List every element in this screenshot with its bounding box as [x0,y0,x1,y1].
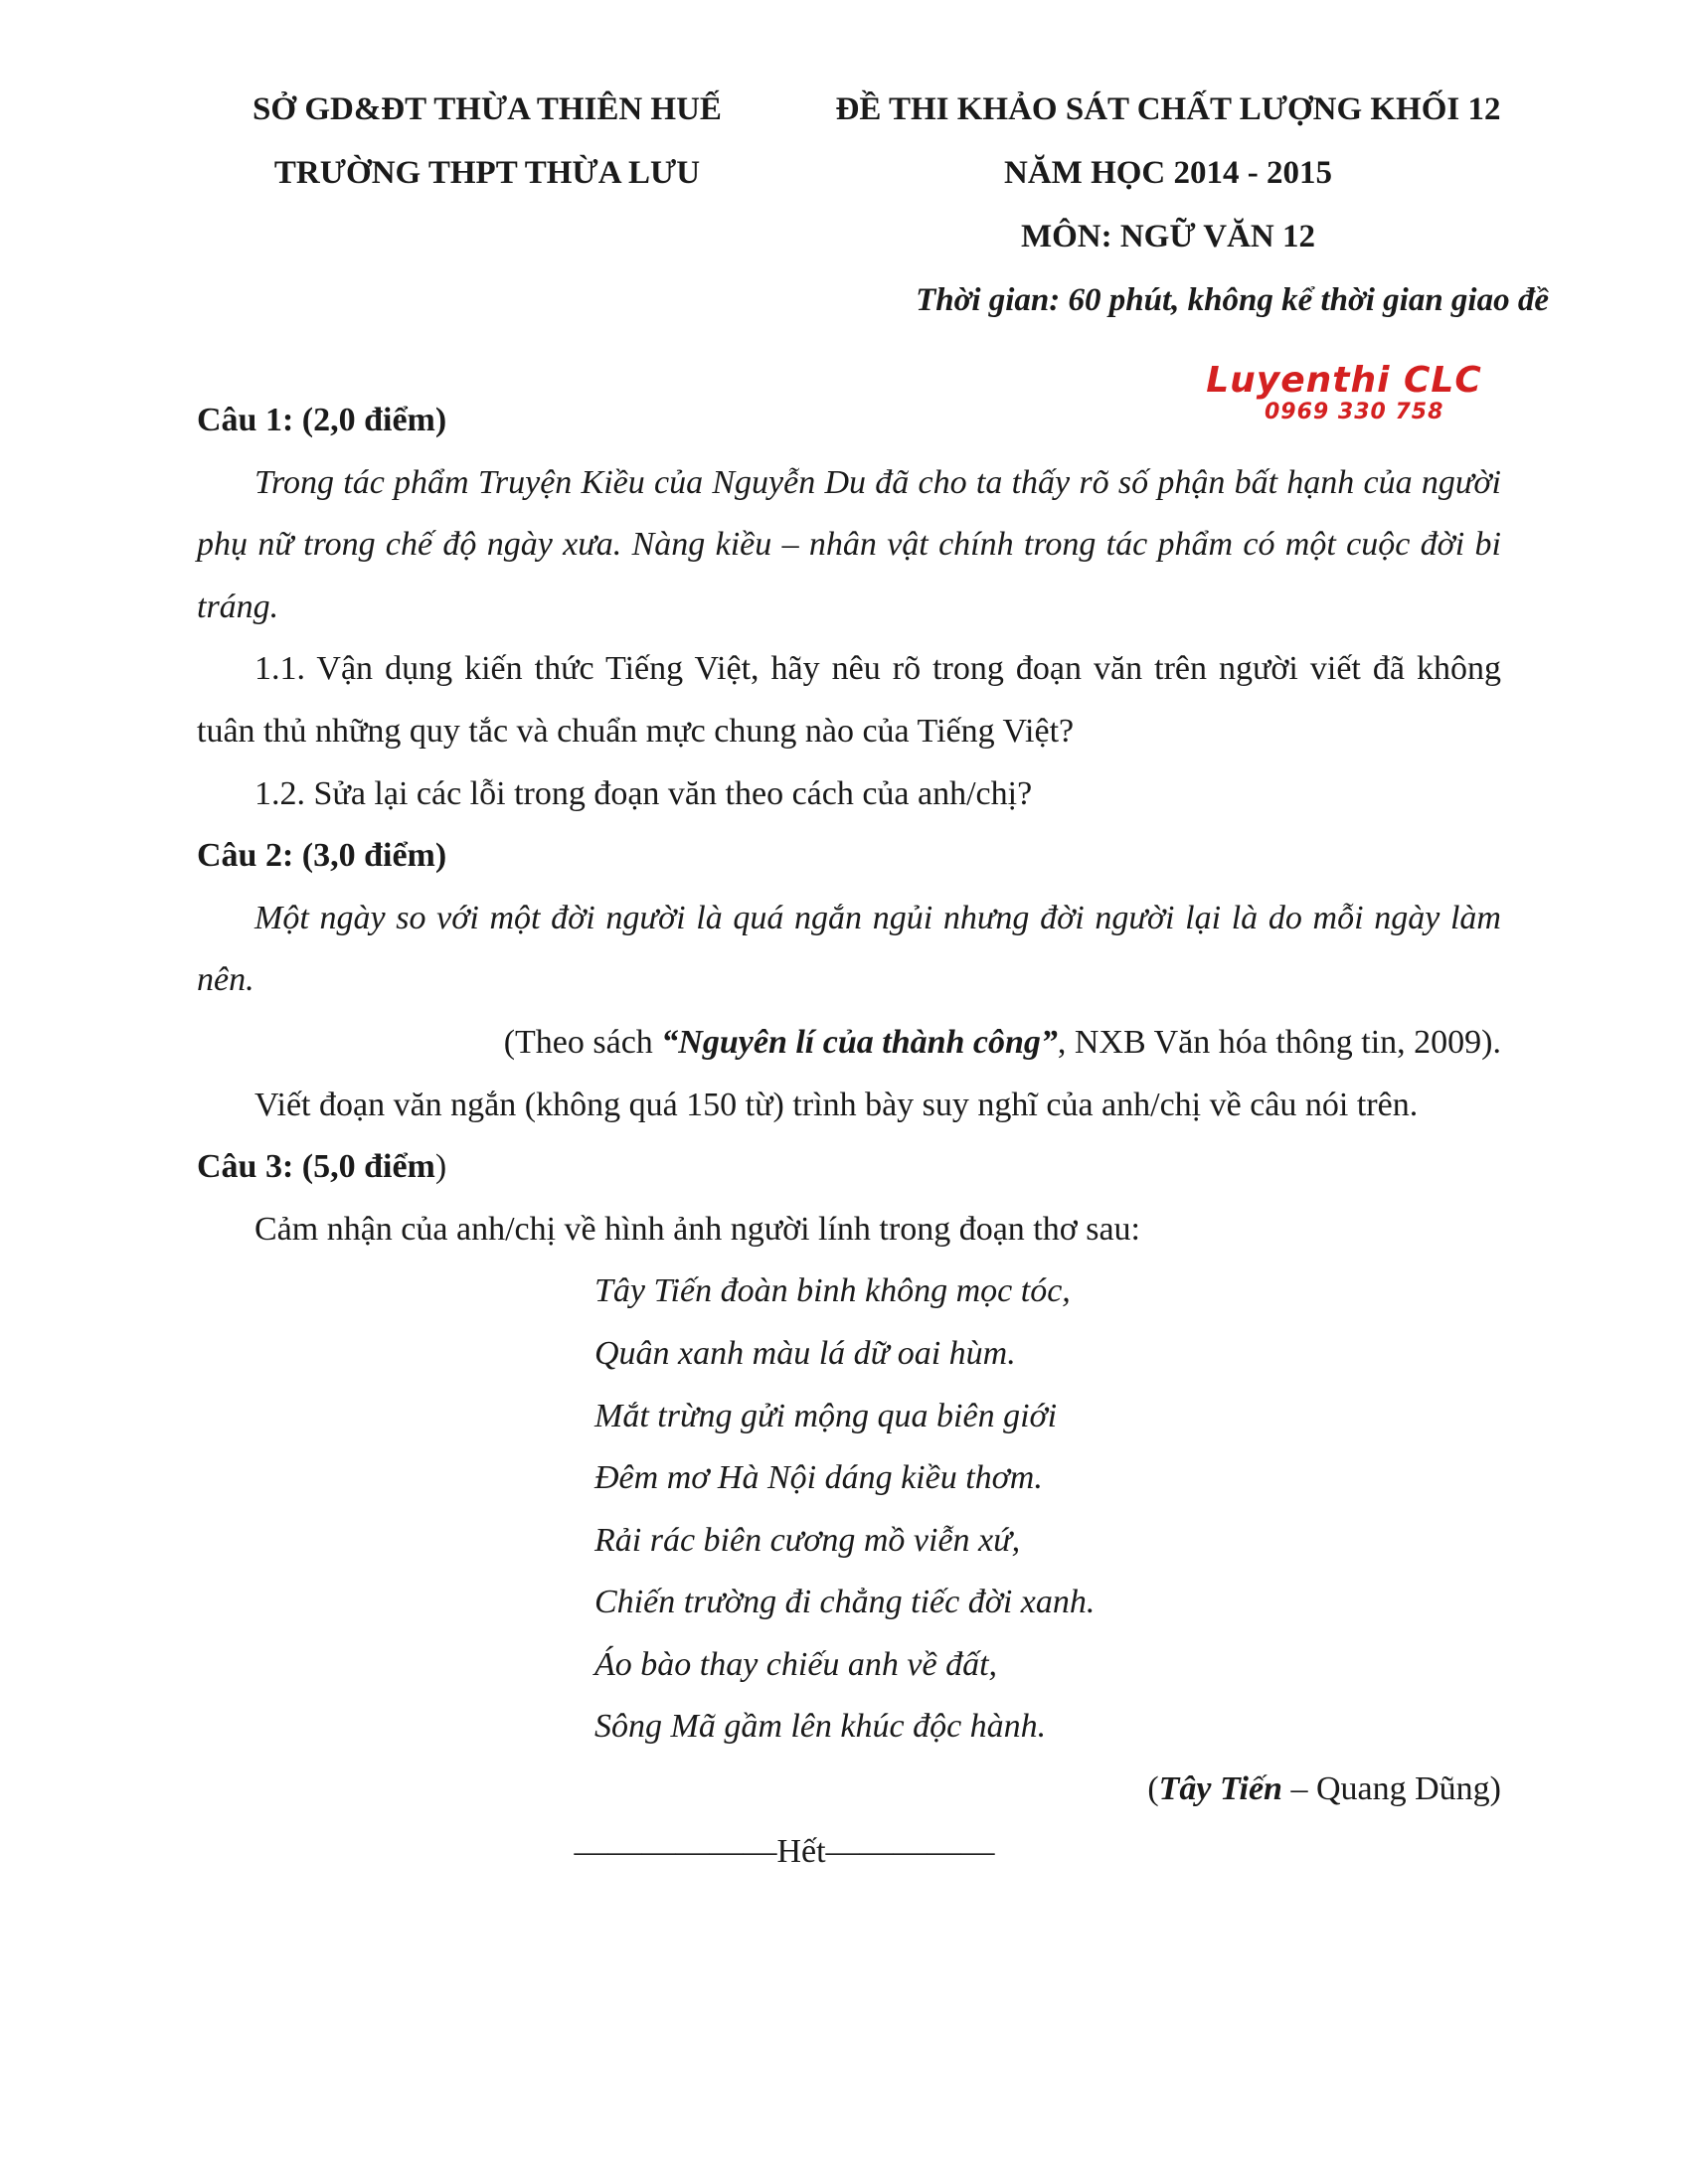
poem-line: Áo bào thay chiếu anh về đất, [594,1645,998,1683]
header-right [785,78,1551,332]
department-name: SỞ GD&ĐT THỪA THIÊN HUẾ [253,91,722,127]
logo-phone: 0969 330 758 [1265,400,1444,424]
exam-duration: Thời gian: 60 phút, không kể thời gian giao đề [916,282,1549,318]
question-2-task: Viết đoạn văn ngắn (không quá 150 từ) trình bày suy nghĩ của anh/chị về câu nói trên. [254,1086,1419,1123]
poem-line: Sông Mã gầm lên khúc độc hành. [594,1708,1047,1746]
question-1-passage: Trong tác phẩm Truyện Kiều của Nguyễn Du đã cho ta thấy rõ số phận bất hạnh của người phụ nữ trong chế độ ngày xưa. Nàng kiều – nhân vật chính trong tác phẩm có một cuộc đời bi tráng. [197,463,1501,625]
poem-author: – Quang Dũng) [1281,1770,1501,1808]
question-1-task-1: 1.1. Vận dụng kiến thức Tiếng Việt, hãy nêu rõ trong đoạn văn trên người viết đã không tuân thủ những quy tắc và chuẩn mực chung nào của Tiếng Việt? [197,650,1501,750]
poem-line: Quân xanh màu lá dữ oai hùm. [594,1334,1016,1372]
poem-title: Tây Tiến [1158,1770,1282,1808]
school-name: TRƯỜNG THPT THỪA LƯU [273,155,701,191]
poem [197,1260,1501,1759]
poem-line: Rải rác biên cương mồ viễn xứ, [594,1521,1021,1559]
logo-brand: Luyenthi CLC [1206,360,1482,401]
question-1-title: Câu 1: (2,0 điểm) [197,402,447,438]
exam-body [197,390,1501,1883]
question-3-task: Cảm nhận của anh/chị về hình ảnh người lính trong đoạn thơ sau: [254,1210,1140,1248]
end-marker: ——————Hết————— [574,1832,995,1870]
source-suffix: , NXB Văn hóa thông tin, 2009). [1057,1023,1501,1061]
question-3-title [197,1136,1501,1199]
poem-line: Đêm mơ Hà Nội dáng kiều thơm. [594,1459,1043,1497]
question-2-quote: Một ngày so với một đời người là quá ngắn ngủi nhưng đời người lại là do mỗi ngày làm nên. [197,899,1501,999]
school-year: NĂM HỌC 2014 - 2015 [1004,155,1332,191]
question-1-task-2: 1.2. Sửa lại các lỗi trong đoạn văn theo cách của anh/chị? [254,774,1033,812]
poem-line: Tây Tiến đoàn binh không mọc tóc, [594,1272,1071,1310]
source-book-title: “Nguyên lí của thành công” [661,1023,1058,1061]
source-prefix: (Theo sách [503,1023,662,1061]
question-3-title-close: ) [434,1148,447,1186]
header-left [189,78,785,205]
poem-attribution [197,1759,1501,1821]
attribution-open: ( [1147,1770,1159,1808]
question-2-title: Câu 2: (3,0 điểm) [197,837,447,875]
question-2-source [197,1012,1501,1075]
poem-line: Mắt trừng gửi mộng qua biên giới [594,1397,1058,1434]
exam-title: ĐỀ THI KHẢO SÁT CHẤT LƯỢNG KHỐI 12 [835,91,1501,127]
poem-line: Chiến trường đi chẳng tiếc đời xanh. [594,1584,1096,1621]
question-3-title-bold: Câu 3: (5,0 điểm [197,1148,435,1186]
subject: MÔN: NGỮ VĂN 12 [1020,219,1316,254]
